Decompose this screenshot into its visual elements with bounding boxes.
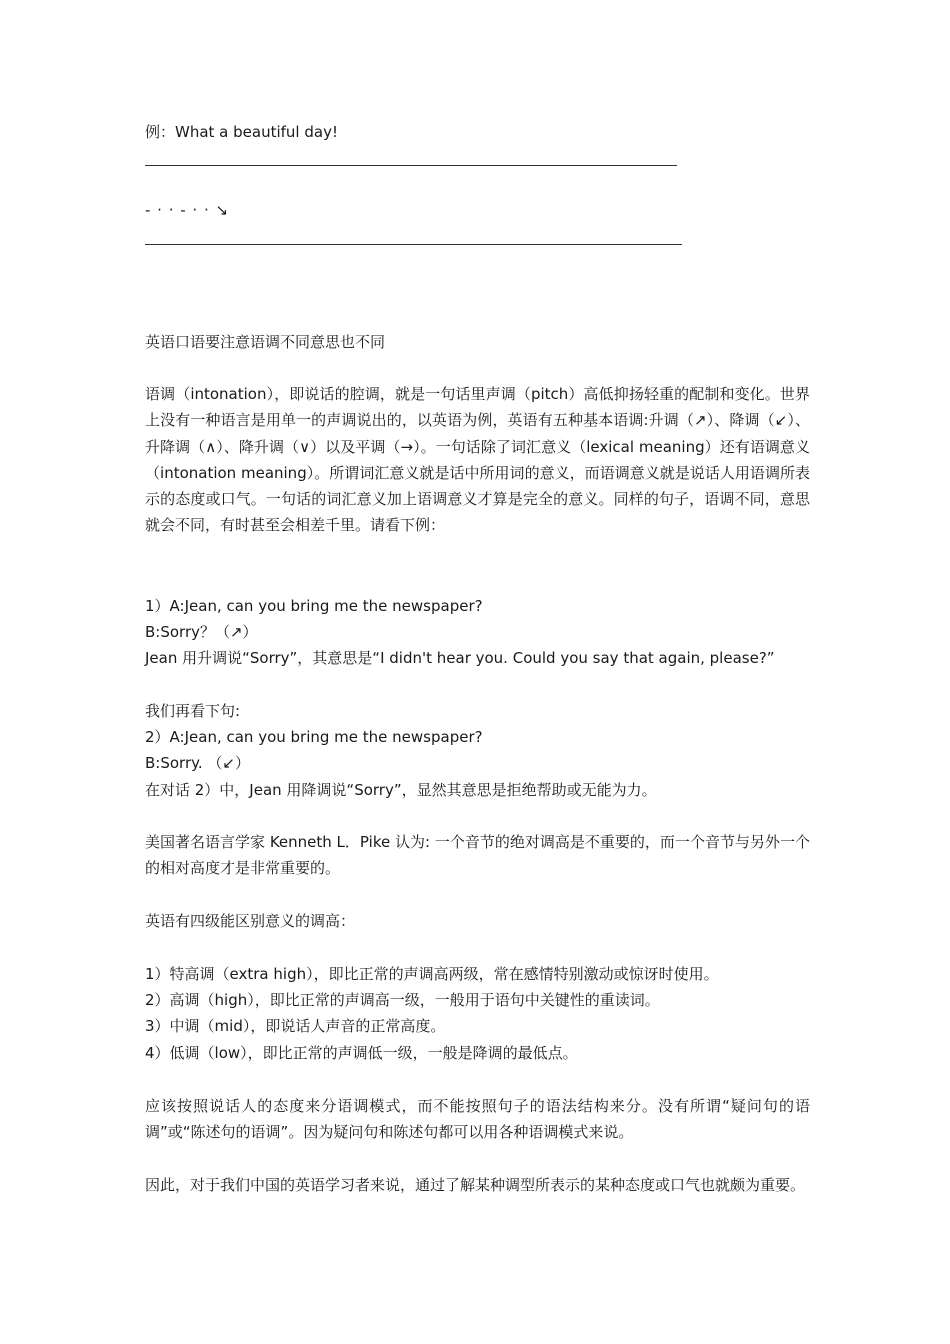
level-item: 2）高调（high），即比正常的声调高一级，一般用于语句中关键性的重读词。 (145, 991, 660, 1009)
pattern-paragraph: 应该按照说话人的态度来分语调模式，而不能按照句子的语法结构来分。没有所谓“疑问句的语调”或“陈述句的语调”。因为疑问句和陈述句都可以用各种语调模式来说。 (145, 1097, 810, 1142)
level-item: 4）低调（low），即比正常的声调低一级，一般是降调的最低点。 (145, 1044, 578, 1062)
example-sentence: 例：What a beautiful day! (145, 123, 338, 141)
stress-marks: - · · - · · ↘ (145, 201, 230, 219)
dialogue2-lead: 我们再看下句: (145, 702, 241, 720)
dialogue2-line-b: B:Sorry. （↙） (145, 754, 250, 772)
conclusion-paragraph: 因此，对于我们中国的英语学习者来说，通过了解某种调型所表示的某种态度或口气也就颇为重要。 (145, 1176, 806, 1194)
article-title: 英语口语要注意语调不同意思也不同 (145, 333, 386, 351)
levels-heading: 英语有四级能区别意义的调高： (145, 912, 356, 930)
pike-paragraph: 美国著名语言学家 Kenneth L．Pike 认为: 一个音节的绝对调高是不重要的，而一个音节与另外一个的相对高度才是非常重要的。 (145, 833, 810, 878)
dialogue2-explanation: 在对话 2）中，Jean 用降调说“Sorry”，显然其意思是拒绝帮助或无能为力。 (145, 781, 657, 799)
underline-rule-2 (145, 244, 682, 245)
dialogue1-line-b: B:Sorry？（↗） (145, 623, 258, 641)
dialogue2-line-a: 2）A:Jean, can you bring me the newspaper? (145, 728, 483, 746)
level-item: 3）中调（mid），即说话人声音的正常高度。 (145, 1017, 446, 1035)
dialogue1-line-a: 1）A:Jean, can you bring me the newspaper? (145, 597, 483, 615)
underline-rule-1 (145, 165, 677, 166)
level-item: 1）特高调（extra high），即比正常的声调高两级，常在感情特别激动或惊讶时使用。 (145, 965, 719, 983)
intro-paragraph: 语调（intonation），即说话的腔调，就是一句话里声调（pitch）高低抑扬轻重的配制和变化。世界上没有一种语言是用单一的声调说出的，以英语为例，英语有五种基本语调:升调（↗）、降调（↙）、升降调（∧）、降升调（∨）以及平调（→）。一句话除了词汇意义（lexical meaning）还有语调意义（intonation meaning）。所谓词汇意义就是话中所用词的意义，而语调意义就是说话人用语调所表示的态度或口气。一句话的词汇意义加上语调意义才算是完全的意义。同样的句子，语调不同，意思就会不同，有时甚至会相差千里。请看下例： (145, 385, 810, 535)
dialogue1-explanation: Jean 用升调说“Sorry”，其意思是“I didn't hear you. Could you say that again, please?” (145, 649, 775, 667)
